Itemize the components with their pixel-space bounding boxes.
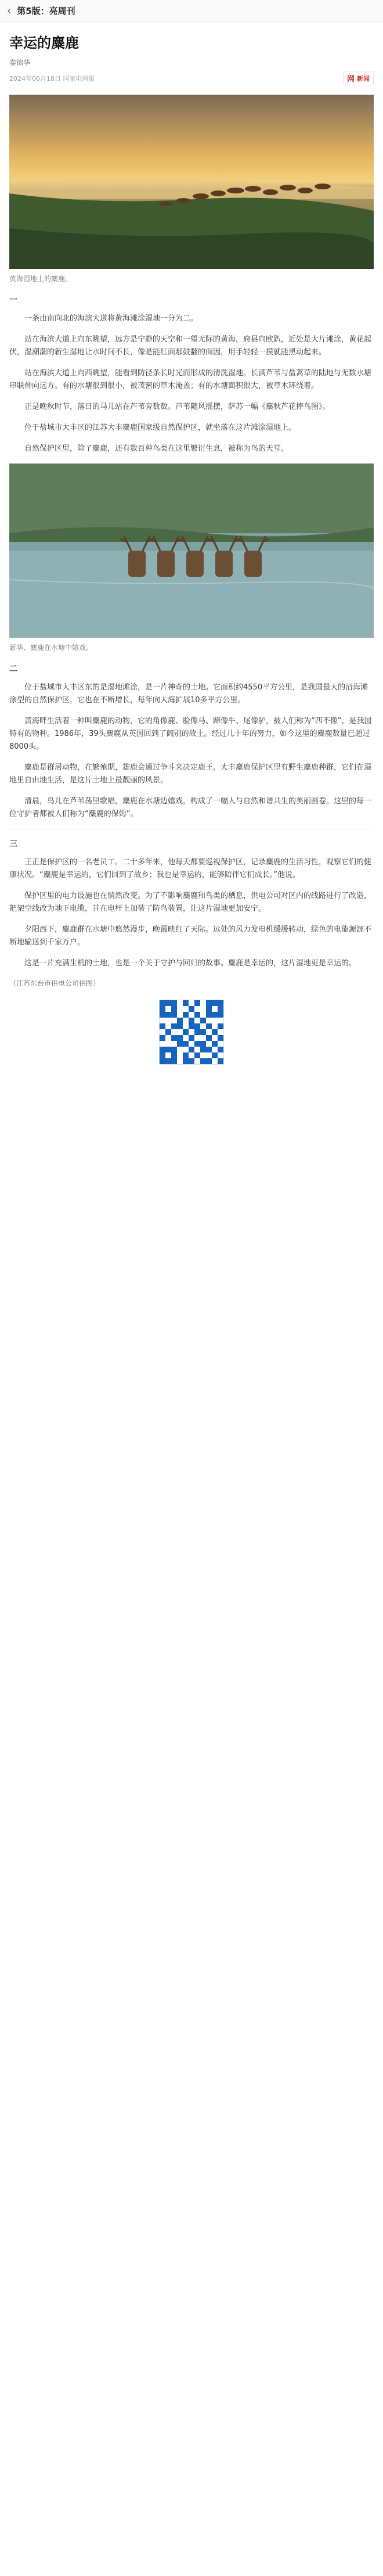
paragraph: 保护区里的电力设施也在悄然改变。为了不影响麋鹿和鸟类的栖息，供电公司对区内的线路进行了改造，把架空线改为地下电缆，并在电杆上加装了防鸟装置，让这片湿地更加安宁。	[9, 892, 372, 913]
brand-badge	[343, 71, 374, 85]
photo-caption: 新华、麋鹿在水塘中嬉戏。	[9, 644, 93, 652]
paragraph: 站在海滨大道上向西眺望，能看到防径条长时光而形成的清洗湿地。长满芦苇与盐蒿草的陆地与无数水塘串联伸向远方。有的水塘很到很小，被茂密的草木淹盖；有的水塘面积很大，被草木环绕着。	[9, 369, 372, 390]
date-source: 2024年06月18日 国家电网报	[9, 74, 95, 82]
section-3	[9, 838, 374, 970]
paragraph: 黄海畔生活着一种叫麋鹿的动物，它的角像鹿、脸像马、蹄像牛、尾像驴，被人们称为“四不像”，是我国特有的物种。1986年，39头麋鹿从英国回到了阔别的故土。经过几十年的努力，如今这里的麋鹿数量已超过8000头。	[9, 717, 372, 751]
paragraph: 正是晚秋时节，落日的马儿站在芦苇旁数数。芦苇随风摇摆，萨苏一幅《麋秋芦花捧鸟图》。	[24, 403, 330, 411]
qr-code-wrapper	[9, 1000, 374, 1065]
section-label: 第5版：亮周刊	[17, 6, 75, 16]
paragraph: 王正是保护区的一名老员工。二十多年来，他每天都要巡视保护区，记录麋鹿的生活习性，观察它们的健康状况。“麋鹿是幸运的，它们回到了故乡；我也是幸运的，能够陪伴它们成长。”他说。	[9, 858, 372, 879]
article-header	[0, 22, 383, 90]
brand-logo-icon: 网	[346, 75, 355, 84]
paragraph: 麋鹿是群居动物，在繁殖期，雄鹿会通过争斗来决定鹿王。大丰麋鹿保护区里有野生麋鹿种群，它们在湿地里自由地生活，是这片土地上最靓丽的风景。	[9, 763, 372, 785]
photo-deer-water	[9, 464, 374, 638]
paragraph: 夕阳西下，麋鹿群在水塘中悠然漫步，晚霞映红了天际。远处的风力发电机缓缓转动，绿色的电能源源不断地输送到千家万户。	[9, 925, 372, 947]
paragraph: 一条由南向北的海滨大道将黄海滩涂湿地一分为二。	[24, 314, 198, 323]
section-1	[9, 294, 374, 455]
brand-label: 新闻	[357, 74, 370, 82]
qr-code-icon[interactable]	[159, 1000, 224, 1065]
photo-deer-running	[9, 95, 374, 269]
paragraph: 位于盐城市大丰区东的是湿地滩涂，是一片神奇的土地。它面积约4550平方公里，是我国最大的沿海滩涂型的自然保护区，它也在不断增长，每年向大海扩展10多平方公里。	[9, 683, 368, 705]
page-title: 幸运的麋鹿	[9, 35, 79, 51]
paragraph: 清晨，鸟儿在芦苇荡里歌唱，麋鹿在水塘边嬉戏，构成了一幅人与自然和谐共生的美丽画卷。这里的每一位守护者都被人们称为“麋鹿的保姆”。	[9, 797, 372, 818]
photo-caption: 黄海湿地上的麋鹿。	[9, 275, 73, 283]
paragraph: 位于盐城市大丰区的江苏大丰麋鹿国家级自然保护区，就坐落在这片滩涂湿地上。	[24, 423, 297, 432]
section-2	[9, 663, 374, 821]
section-number: 三	[9, 839, 17, 849]
paragraph: 自然保护区里，除了麋鹿，还有数百种鸟类在这里繁衍生息，被称为鸟的天堂。	[24, 444, 289, 453]
article-content	[0, 90, 383, 1065]
paragraph: 站在海滨大道上向东眺望，远方是宁静的天空和一望无际的黄海，府县向欧趴，近处是大片滩涂，黄花起伏，湿潮潮的新生湿地让水时间不长，像是能红面那鼓翻的面因，用手轻轻一摸就能黑动起来。	[9, 335, 372, 357]
section-number: 一	[9, 296, 17, 305]
chevron-left-icon[interactable]: ‹	[7, 5, 12, 17]
meta-row	[9, 71, 374, 85]
section-number: 二	[9, 664, 17, 674]
author: 秦锦华	[9, 59, 31, 67]
top-bar	[0, 0, 383, 22]
paragraph: 这是一片充满生机的土地，也是一个关于守护与回归的故事。麋鹿是幸运的，这片湿地更是幸运的。	[24, 959, 357, 968]
photo-source: （江苏东台市供电公司供图）	[9, 979, 100, 987]
